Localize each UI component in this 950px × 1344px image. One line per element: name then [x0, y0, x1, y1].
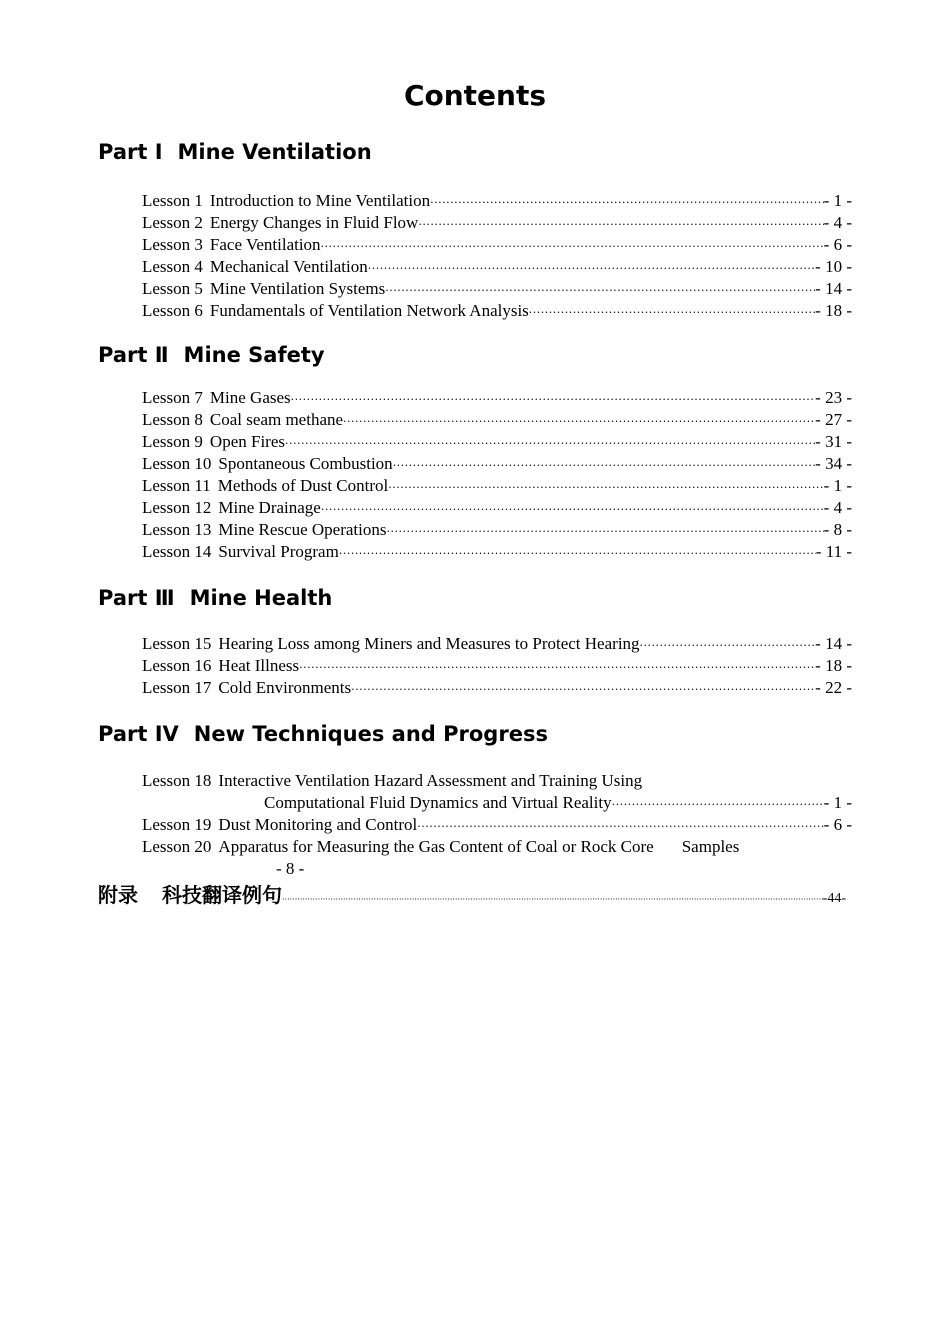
appendix-title: 科技翻译例句 [162, 883, 282, 907]
page-number: - 1 - [823, 793, 852, 812]
lesson-title: Hearing Loss among Miners and Measures to Protect Hearing [218, 634, 640, 653]
lesson-number: Lesson 9 [142, 432, 203, 451]
toc-entry-lesson-2[interactable] [142, 212, 852, 234]
dot-leader [299, 657, 815, 679]
part-1-lessons [142, 190, 852, 322]
toc-entry-lesson-20[interactable] [142, 836, 852, 858]
lesson-title: Dust Monitoring and Control [218, 815, 418, 834]
lesson-title-continued: Computational Fluid Dynamics and Virtual Reality [264, 793, 612, 812]
dot-leader [388, 477, 823, 499]
lesson-number: Lesson 15 [142, 634, 212, 653]
lesson-number: Lesson 11 [142, 476, 211, 495]
part-name: New Techniques and Progress [193, 722, 548, 746]
lesson-number: Lesson 18 [142, 771, 212, 790]
lesson-title: Methods of Dust Control [217, 476, 389, 495]
lesson-number: Lesson 3 [142, 235, 203, 254]
part-number: Part Ⅱ [98, 343, 169, 367]
lesson-title: Apparatus for Measuring the Gas Content of Coal or Rock Core [218, 837, 654, 856]
lesson-title: Cold Environments [218, 678, 352, 697]
dot-leader [321, 236, 824, 258]
appendix-label: 附录 [98, 883, 138, 907]
toc-entry-lesson-13[interactable] [142, 519, 852, 541]
page-number: - 14 - [815, 279, 852, 298]
lesson-number: Lesson 5 [142, 279, 203, 298]
part-heading-3 [98, 584, 332, 612]
page-number: - 4 - [823, 213, 852, 232]
dot-leader [393, 455, 815, 477]
part-name: Mine Health [189, 586, 333, 610]
lesson-title: Mine Rescue Operations [218, 520, 387, 539]
toc-entry-lesson-18[interactable] [142, 770, 852, 792]
part-heading-2 [98, 341, 325, 369]
part-3-lessons [142, 633, 852, 699]
page-number: - 1 - [823, 476, 852, 495]
dot-leader [291, 389, 816, 411]
page-number: - 8 - [823, 520, 852, 539]
page-number: - 6 - [823, 235, 852, 254]
toc-entry-lesson-5[interactable] [142, 278, 852, 300]
dot-leader [321, 499, 824, 521]
page-number: - 8 - [276, 859, 305, 878]
part-heading-4 [98, 720, 548, 748]
toc-entry-lesson-16[interactable] [142, 655, 852, 677]
toc-entry-lesson-8[interactable] [142, 409, 852, 431]
dot-leader [612, 794, 824, 816]
lesson-number: Lesson 14 [142, 542, 212, 561]
page-number: - 10 - [815, 257, 852, 276]
dot-leader [339, 543, 816, 565]
lesson-title: Open Fires [209, 432, 285, 451]
dot-leader [385, 280, 815, 302]
lesson-title: Spontaneous Combustion [218, 454, 393, 473]
page-number: - 11 - [815, 542, 852, 561]
lesson-title: Introduction to Mine Ventilation [209, 191, 431, 210]
dot-leader [368, 258, 815, 280]
lesson-title: Mine Drainage [218, 498, 321, 517]
dot-leader [640, 635, 816, 657]
dot-leader [285, 433, 815, 455]
toc-entry-lesson-11[interactable] [142, 475, 852, 497]
toc-entry-lesson-17[interactable] [142, 677, 852, 699]
dot-leader [387, 521, 824, 543]
lesson-number: Lesson 10 [142, 454, 212, 473]
part-name: Mine Ventilation [177, 140, 372, 164]
lesson-number: Lesson 17 [142, 678, 212, 697]
lesson-title-tail: Samples [681, 837, 740, 856]
part-number: Part Ⅲ [98, 586, 175, 610]
page-number: - 4 - [823, 498, 852, 517]
dot-leader [351, 679, 815, 701]
dot-leader [529, 302, 815, 324]
page-number: - 18 - [815, 301, 852, 320]
page-number: - 18 - [815, 656, 852, 675]
toc-entry-lesson-3[interactable] [142, 234, 852, 256]
toc-entry-lesson-15[interactable] [142, 633, 852, 655]
dot-leader [430, 192, 824, 214]
page-number: - 27 - [815, 410, 852, 429]
toc-entry-lesson-14[interactable] [142, 541, 852, 563]
lesson-title: Mine Ventilation Systems [209, 279, 386, 298]
dot-leader [343, 411, 815, 433]
page-number: -44- [822, 891, 846, 906]
lesson-title: Mechanical Ventilation [209, 257, 368, 276]
dot-leader [418, 214, 823, 236]
dot-leader [282, 885, 823, 915]
toc-entry-lesson-10[interactable] [142, 453, 852, 475]
toc-entry-lesson-4[interactable] [142, 256, 852, 278]
toc-entry-lesson-18-continued[interactable] [142, 792, 852, 814]
lesson-number: Lesson 1 [142, 191, 203, 210]
part-name: Mine Safety [183, 343, 325, 367]
page-number: - 14 - [815, 634, 852, 653]
lesson-title: Interactive Ventilation Hazard Assessment and Training Using [218, 771, 643, 790]
toc-entry-lesson-6[interactable] [142, 300, 852, 322]
lesson-title: Face Ventilation [209, 235, 321, 254]
lesson-number: Lesson 8 [142, 410, 203, 429]
toc-entry-lesson-12[interactable] [142, 497, 852, 519]
lesson-number: Lesson 2 [142, 213, 203, 232]
page-number: - 34 - [815, 454, 852, 473]
lesson-title: Energy Changes in Fluid Flow [209, 213, 419, 232]
lesson-number: Lesson 6 [142, 301, 203, 320]
lesson-title: Coal seam methane [209, 410, 344, 429]
page-number: - 1 - [823, 191, 852, 210]
part-4-lessons [142, 770, 852, 880]
toc-entry-lesson-9[interactable] [142, 431, 852, 453]
lesson-number: Lesson 20 [142, 837, 212, 856]
lesson-title: Survival Program [218, 542, 339, 561]
part-number: Part I [98, 140, 163, 164]
page-number: - 23 - [815, 388, 852, 407]
lesson-number: Lesson 7 [142, 388, 203, 407]
lesson-number: Lesson 4 [142, 257, 203, 276]
dot-leader [417, 816, 823, 838]
toc-entry-lesson-1[interactable] [142, 190, 852, 212]
toc-entry-appendix[interactable] [98, 880, 846, 910]
lesson-title: Heat Illness [218, 656, 300, 675]
page-title: Contents [403, 79, 547, 112]
page-number: - 6 - [823, 815, 852, 834]
lesson-number: Lesson 13 [142, 520, 212, 539]
toc-entry-lesson-7[interactable] [142, 387, 852, 409]
part-number: Part IV [98, 722, 179, 746]
toc-entry-lesson-19[interactable] [142, 814, 852, 836]
lesson-title: Mine Gases [209, 388, 291, 407]
part-heading-1 [98, 138, 372, 166]
lesson-number: Lesson 12 [142, 498, 212, 517]
page-number: - 31 - [815, 432, 852, 451]
page-number: - 22 - [815, 678, 852, 697]
part-2-lessons [142, 387, 852, 563]
lesson-title: Fundamentals of Ventilation Network Analysis [209, 301, 529, 320]
lesson-number: Lesson 19 [142, 815, 212, 834]
lesson-number: Lesson 16 [142, 656, 212, 675]
